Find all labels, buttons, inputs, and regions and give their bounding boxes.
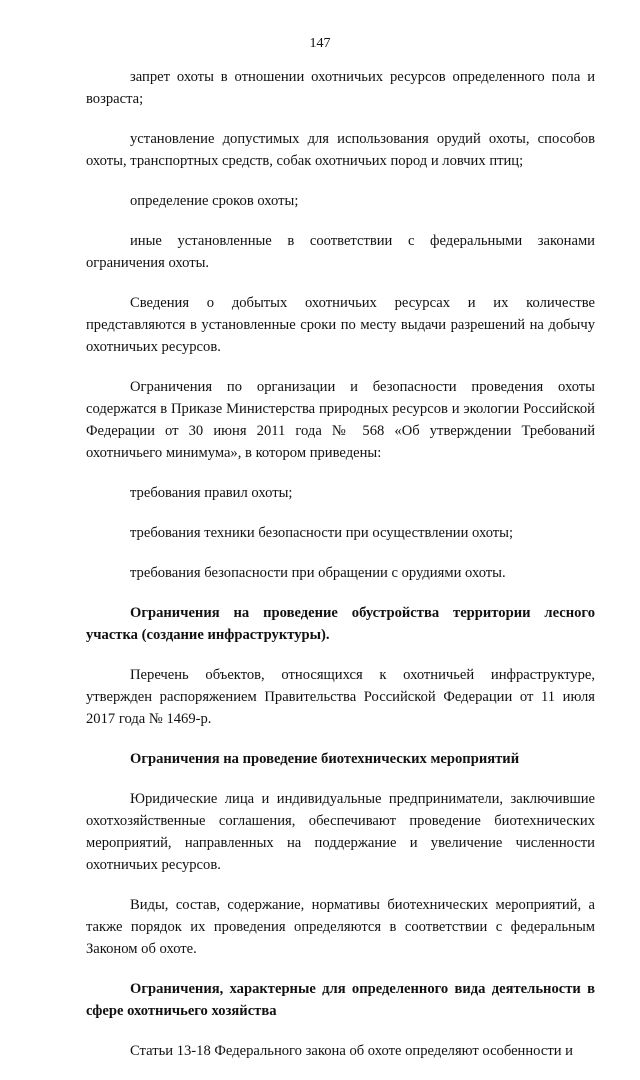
paragraph-infrastructure-list: Перечень объектов, относящихся к охотничьей инфраструктуре, утвержден распоряжением Правительства Российской Федерации от 11 июля 2017 года № 1469-р.: [86, 667, 595, 727]
paragraph-hunting-ban-sex-age: запрет охоты в отношении охотничьих ресурсов определенного пола и возраста;: [86, 69, 595, 107]
paragraph-harvest-reporting: Сведения о добытых охотничьих ресурсах и их количестве представляются в установленные сроки по месту выдачи разрешений на добычу охотничьих ресурсов.: [86, 295, 595, 355]
paragraph-safety-order: Ограничения по организации и безопасности проведения охоты содержатся в Приказе Министерства природных ресурсов и экологии Российской Федерации от 30 июня 2011 года № 568 «Об утверждении Требований охотничьего минимума», в котором приведены:: [86, 379, 595, 461]
document-body: [86, 66, 595, 1080]
paragraph-hunting-terms: определение сроков охоты;: [130, 193, 299, 209]
heading-infrastructure: Ограничения на проведение обустройства территории лесного участка (создание инфраструктуры).: [86, 605, 595, 643]
paragraph-other-restrictions: иные установленные в соответствии с федеральными законами ограничения охоты.: [86, 233, 595, 271]
paragraph-biotechnical-duties: Юридические лица и индивидуальные предприниматели, заключившие охотхозяйственные соглашения, обеспечивают проведение биотехнических мероприятий, направленных на поддержание и увеличение численности охотничьих ресурсов.: [86, 791, 595, 873]
heading-activity-specific: Ограничения, характерные для определенного вида деятельности в сфере охотничьего хозяйства: [86, 981, 595, 1019]
paragraph-permitted-tools: установление допустимых для использования орудий охоты, способов охоты, транспортных средств, собак охотничьих пород и ловчих птиц;: [86, 131, 595, 169]
page-number: 147: [309, 36, 331, 51]
paragraph-articles: Статьи 13-18 Федерального закона об охоте определяют особенности и: [130, 1043, 573, 1059]
heading-biotechnical: Ограничения на проведение биотехнических мероприятий: [130, 751, 520, 767]
paragraph-safety-technique: требования техники безопасности при осуществлении охоты;: [130, 525, 514, 541]
paragraph-hunting-rules: требования правил охоты;: [130, 485, 293, 501]
paragraph-biotechnical-norms: Виды, состав, содержание, нормативы биотехнических мероприятий, а также порядок их проведения определяются в соответствии с федеральным Законом об охоте.: [86, 897, 595, 957]
paragraph-weapon-safety: требования безопасности при обращении с орудиями охоты.: [130, 565, 506, 581]
